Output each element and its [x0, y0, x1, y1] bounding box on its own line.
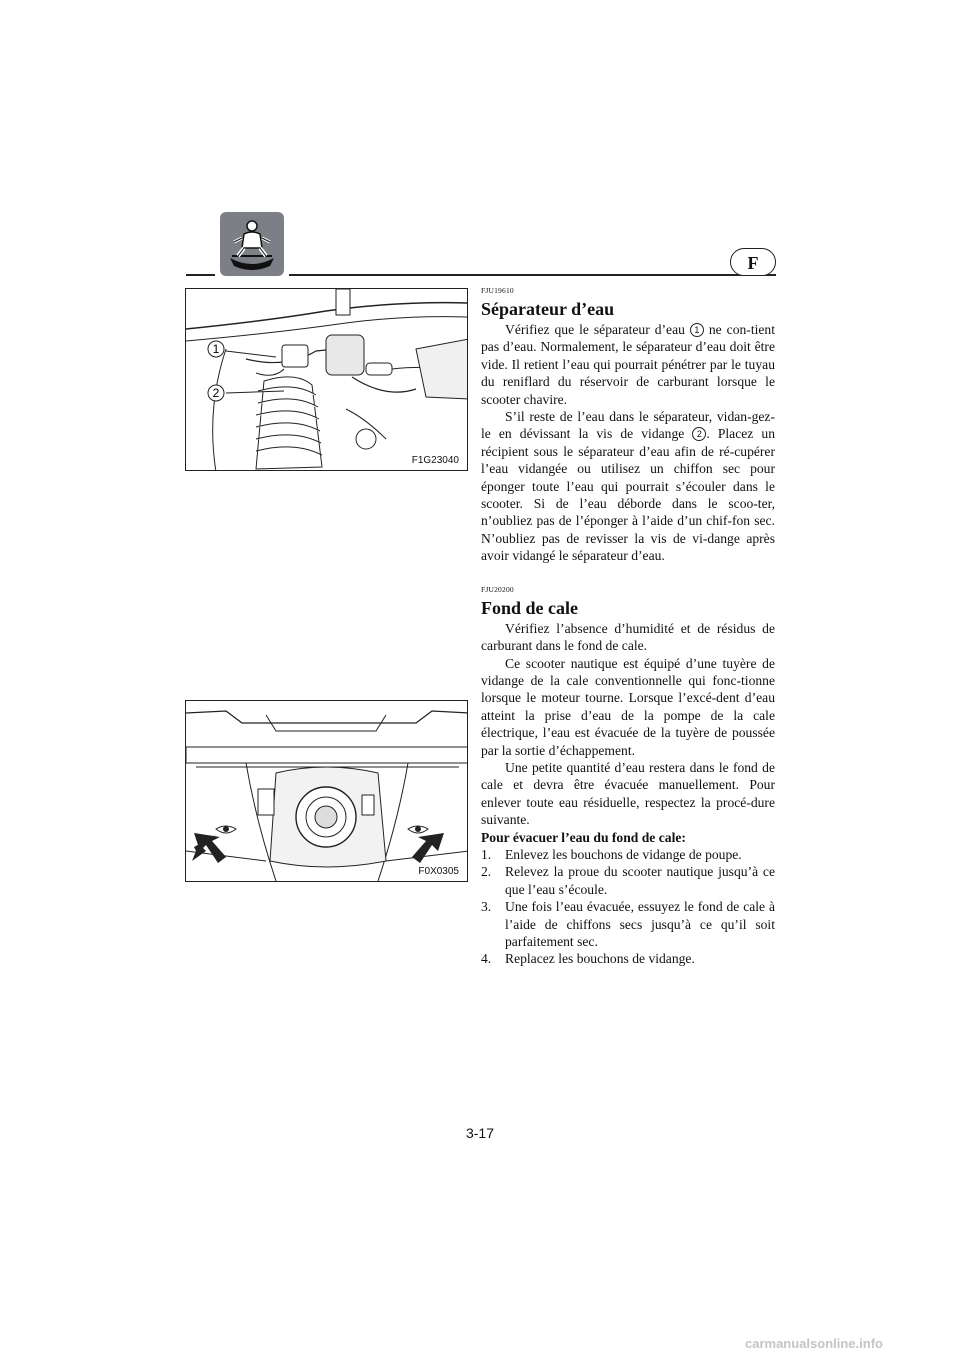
steps-title: Pour évacuer l’eau du fond de cale: — [481, 829, 686, 845]
callout-1: 1 — [212, 342, 220, 356]
page-number: 3-17 — [465, 1125, 495, 1141]
paragraph: S’il reste de l’eau dans le séparateur, vidan-gez-le en dévissant la vis de vidange 2 . Placez un récipient sous le séparateur d’eau afin de ré-cupérer l’eau vidangée ou utilisez un chiffon sec pour éponger toute l’eau qui pourrait s’écouler dans le scooter. Si de l’eau déborde dans le scoo-ter, n’oubliez pas de l’éponger à l’aide d’un chif-fon sec. N’oubliez pas de revisser la vis de vi-dange après avoir vidangé le séparateur d’eau. — [481, 409, 775, 564]
figure-water-separator — [185, 288, 468, 471]
section-code: FJU19610 — [481, 286, 514, 295]
site-watermark[interactable]: carmanualsonline.info — [745, 1336, 883, 1351]
list-item: 3. Une fois l’eau évacuée, essuyez le fond de cale à l’aide de chiffons secs jusqu’à ce qu’il soit parfaitement sec. — [481, 899, 775, 949]
list-item: 2. Relevez la proue du scooter nautique jusqu’à ce que l’eau s’écoule. — [481, 864, 775, 897]
figure-code: F0X0305 — [418, 866, 459, 877]
bilge-illustration — [186, 701, 468, 882]
figure-bilge-drain-plugs — [185, 700, 468, 882]
steps-list — [481, 846, 775, 968]
text-column — [481, 286, 775, 968]
paragraph: Vérifiez que le séparateur d’eau 1 ne con-tient pas d’eau. Normalement, le séparateur d’eau doit être vide. Il retient l’eau qui pourrait pénétrer par le tuyau du reniflard du réservoir de carburant lorsque le scooter chavire. — [481, 322, 775, 407]
language-badge: F — [730, 248, 776, 276]
section-title: Fond de cale — [481, 597, 578, 618]
section-title: Séparateur d’eau — [481, 299, 615, 319]
paragraph: Ce scooter nautique est équipé d’une tuyère de vidange de la cale conventionnelle qui fonc-tionne lorsque le moteur tourne. Lorsque l’excé-dent d’eau atteint la prise d’eau de la pompe de la cale électrique, l’eau est évacuée de la tuyère de poussée par la sortie d’échappement. — [481, 655, 775, 758]
section-code: FJU20200 — [481, 584, 514, 594]
figure-code: F1G23040 — [411, 455, 459, 466]
callout-ref: 1 — [690, 323, 704, 337]
callout-2: 2 — [212, 386, 220, 400]
water-separator-illustration — [186, 289, 468, 471]
list-item: 1. Enlevez les bouchons de vidange de poupe. — [481, 846, 742, 862]
paragraph: Vérifiez l’absence d’humidité et de résidus de carburant dans le fond de cale. — [481, 620, 775, 654]
list-item: 4. Replacez les bouchons de vidange. — [481, 951, 695, 967]
watercraft-rider-icon — [220, 212, 284, 276]
paragraph: Une petite quantité d’eau restera dans le fond de cale et devra être évacuée manuellement. Pour enlever toute eau résiduelle, respectez la procé-dure suivante. — [481, 759, 775, 828]
callout-ref: 2 — [692, 427, 706, 441]
